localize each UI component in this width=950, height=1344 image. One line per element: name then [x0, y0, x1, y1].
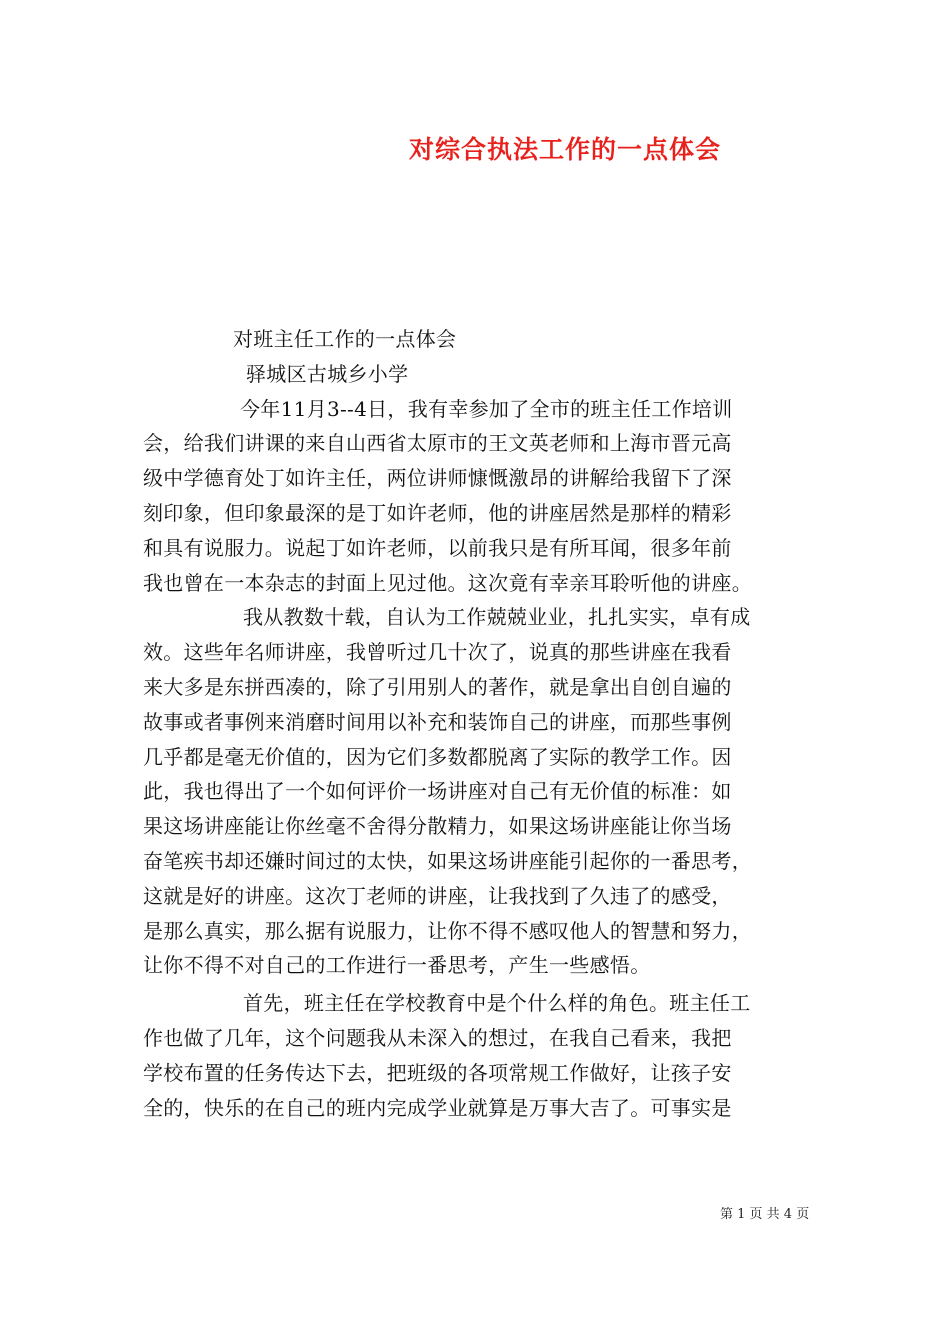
paragraph-line: 会，给我们讲课的来自山西省太原市的王文英老师和上海市晋元高: [143, 431, 732, 456]
page-number: 第 1 页 共 4 页: [720, 1207, 810, 1222]
page-title: 对综合执法工作的一点体会: [408, 135, 721, 164]
paragraph-line: 这就是好的讲座。这次丁老师的讲座，让我找到了久违了的感受，: [143, 883, 732, 908]
paragraph-line: 效。这些年名师讲座，我曾听过几十次了，说真的那些讲座在我看: [143, 640, 732, 665]
paragraph-line: 此，我也得出了一个如何评价一场讲座对自己有无价值的标准：如: [143, 779, 732, 804]
paragraph-line: 奋笔疾书却还嫌时间过的太快，如果这场讲座能引起你的一番思考，: [143, 848, 752, 873]
paragraph-line: 几乎都是毫无价值的，因为它们多数都脱离了实际的教学工作。因: [143, 744, 732, 769]
paragraph-line: 我也曾在一本杂志的封面上见过他。这次竟有幸亲耳聆听他的讲座。: [143, 570, 752, 595]
paragraph-1: [143, 392, 810, 601]
paragraph-line: 果这场讲座能让你丝毫不舍得分散精力，如果这场讲座能让你当场: [143, 814, 732, 839]
paragraph-line: 我从教数十载，自认为工作兢兢业业，扎扎实实，卓有成: [243, 605, 751, 630]
paragraph-line: 和具有说服力。说起丁如许老师，以前我只是有所耳闻，很多年前: [143, 535, 732, 560]
paragraph-line: 全的，快乐的在自己的班内完成学业就算是万事大吉了。可事实是: [143, 1095, 732, 1120]
document-author: 驿城区古城乡小学: [246, 361, 409, 386]
paragraph-line: 级中学德育处丁如许主任，两位讲师慷慨激昂的讲解给我留下了深: [143, 466, 732, 491]
paragraph-2: [143, 600, 810, 983]
paragraph-line: 来大多是东拼西凑的，除了引用别人的著作，就是拿出自创自遍的: [143, 674, 732, 699]
paragraph-line: 作也做了几年，这个问题我从未深入的想过，在我自己看来，我把: [143, 1025, 732, 1050]
document-subtitle: 对班主任工作的一点体会: [233, 327, 457, 351]
paragraph-line: 首先，班主任在学校教育中是个什么样的角色。班主任工: [243, 991, 751, 1016]
paragraph-line: 学校布置的任务传达下去，把班级的各项常规工作做好，让孩子安: [143, 1060, 732, 1085]
paragraph-line: 今年11月3--4日，我有幸参加了全市的班主任工作培训: [240, 396, 733, 421]
paragraph-line: 是那么真实，那么据有说服力，让你不得不感叹他人的智慧和努力，: [143, 918, 752, 943]
paragraph-line: 故事或者事例来消磨时间用以补充和装饰自己的讲座，而那些事例: [143, 709, 732, 734]
document-body: [143, 322, 810, 1125]
paragraph-3: [143, 986, 810, 1125]
paragraph-line: 让你不得不对自己的工作进行一番思考，产生一些感悟。: [143, 953, 651, 978]
paragraph-line: 刻印象，但印象最深的是丁如许老师，他的讲座居然是那样的精彩: [143, 500, 732, 525]
